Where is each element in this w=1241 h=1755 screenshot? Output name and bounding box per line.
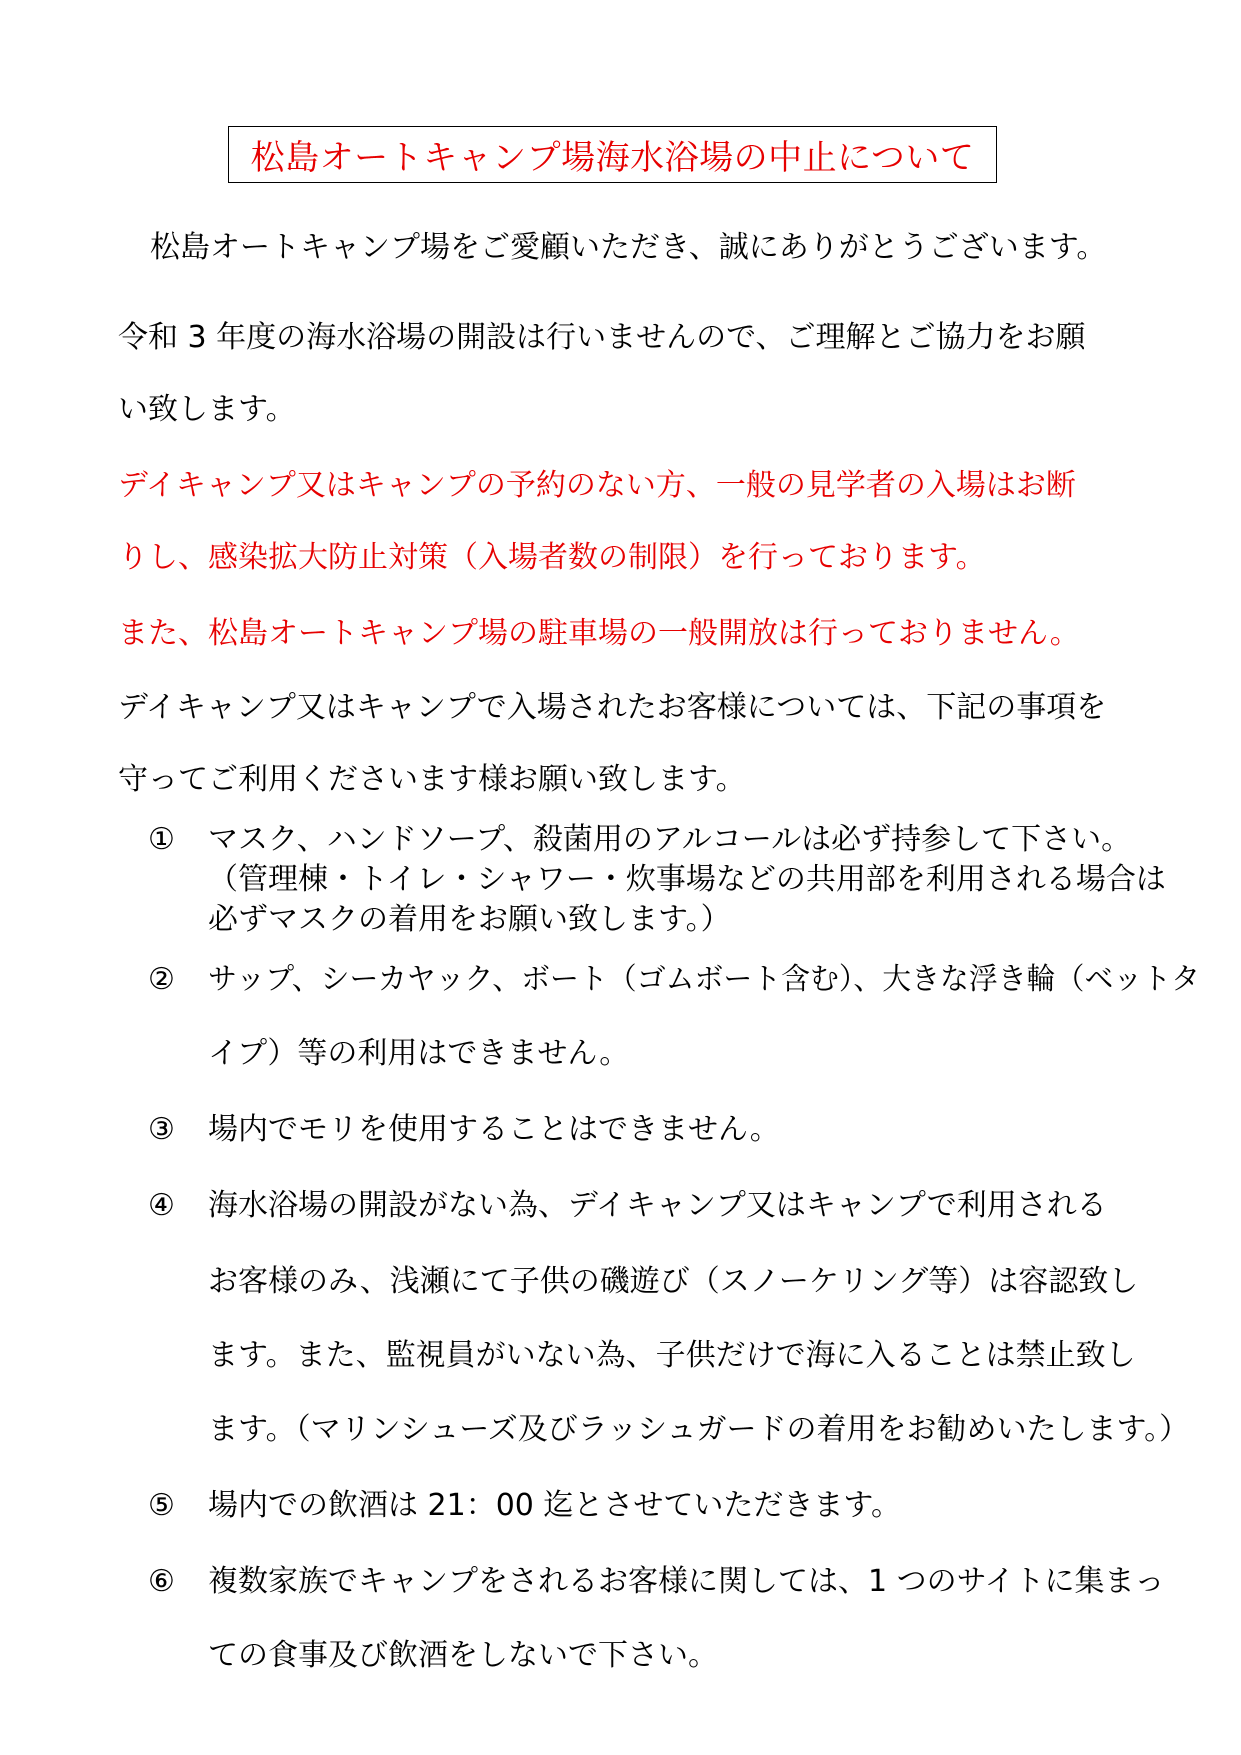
page-title-box	[228, 126, 997, 183]
rule-1-line-2: （管理棟・トイレ・シャワー・炊事場などの共用部を利用される場合は	[208, 862, 1166, 897]
greeting-text: 松島オートキャンプ場をご愛顧いただき、誠にありがとうございます。	[150, 230, 1107, 265]
rule-4-line-2: お客様のみ、浅瀬にて子供の磯遊び（スノーケリング等）は容認致し	[208, 1264, 1139, 1299]
rule-1-line-3: 必ずマスクの着用をお願い致します。）	[208, 902, 731, 937]
rule-2-line-1: サップ、シーカヤック、ボート（ゴムボート含む）、大きな浮き輪（ベットタ	[208, 962, 1200, 997]
rule-5-line-1: 場内での飲酒は 21：00 迄とさせていただきます。	[208, 1488, 902, 1523]
guidance-line-2: 守ってご利用くださいます様お願い致します。	[118, 762, 746, 797]
rule-number: ⑥	[148, 1564, 175, 1599]
rule-4-line-1: 海水浴場の開設がない為、デイキャンプ又はキャンプで利用される	[208, 1188, 1107, 1223]
rule-2-line-2: イプ）等の利用はできません。	[208, 1036, 630, 1071]
rule-number: ⑤	[148, 1488, 175, 1523]
warning-line-3: また、松島オートキャンプ場の駐車場の一般開放は行っておりません。	[118, 616, 1080, 651]
notice-line-1: 令和 3 年度の海水浴場の開設は行いませんので、ご理解とご協力をお願	[118, 320, 1086, 355]
guidance-line-1: デイキャンプ又はキャンプで入場されたお客様については、下記の事項を	[118, 690, 1107, 725]
rule-3-line-1: 場内でモリを使用することはできません。	[208, 1112, 780, 1147]
rule-6-line-1: 複数家族でキャンプをされるお客様に関しては、1 つのサイトに集まっ	[208, 1564, 1165, 1599]
rule-number: ②	[148, 962, 175, 997]
page-title: 松島オートキャンプ場海水浴場の中止について	[250, 138, 975, 178]
rule-number: ①	[148, 822, 175, 857]
rule-4-line-4: ます。（マリンシューズ及びラッシュガードの着用をお勧めいたします。）	[208, 1412, 1190, 1447]
rule-6-line-2: ての食事及び飲酒をしないで下さい。	[208, 1638, 718, 1673]
rule-number: ④	[148, 1188, 175, 1223]
warning-line-1: デイキャンプ又はキャンプの予約のない方、一般の見学者の入場はお断	[118, 468, 1076, 503]
warning-line-2: りし、感染拡大防止対策（入場者数の制限）を行っております。	[118, 540, 986, 575]
rule-1-line-1: マスク、ハンドソープ、殺菌用のアルコールは必ず持参して下さい。	[208, 822, 1132, 857]
notice-line-2: い致します。	[118, 392, 296, 427]
rule-number: ③	[148, 1112, 175, 1147]
rule-4-line-3: ます。また、監視員がいない為、子供だけで海に入ることは禁止致し	[208, 1338, 1136, 1373]
